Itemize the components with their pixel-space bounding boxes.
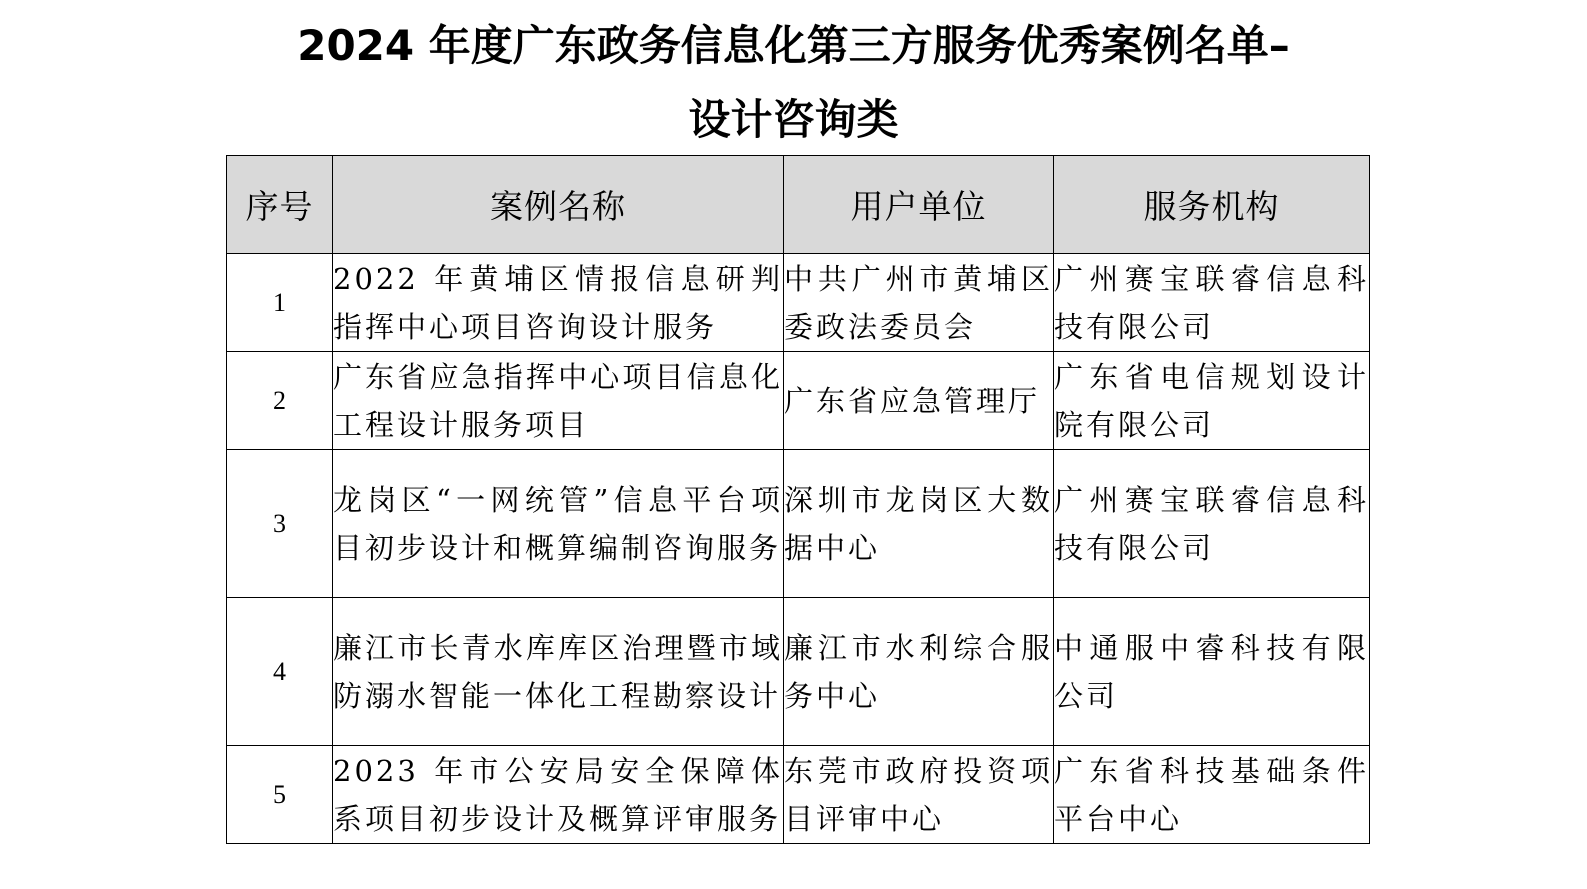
cell-case-name: 广东省应急指挥中心项目信息化工程设计服务项目: [333, 352, 784, 450]
cell-service-provider: 广州赛宝联睿信息科技有限公司: [1054, 450, 1370, 598]
cell-serial-number: 2: [227, 352, 333, 450]
table-row: [227, 352, 1370, 450]
cell-service-provider: 广东省科技基础条件平台中心: [1054, 746, 1370, 844]
cell-service-provider: 广州赛宝联睿信息科技有限公司: [1054, 254, 1370, 352]
cell-user-unit: 深圳市龙岗区大数据中心: [784, 450, 1054, 598]
cell-case-name: 龙岗区“一网统管”信息平台项目初步设计和概算编制咨询服务: [333, 450, 784, 598]
table-row: [227, 254, 1370, 352]
header-service-provider: 服务机构: [1054, 156, 1370, 254]
table-row: [227, 450, 1370, 598]
cell-user-unit: 广东省应急管理厅: [784, 352, 1054, 450]
cell-serial-number: 3: [227, 450, 333, 598]
document-title-line-1: 2024 年度广东政务信息化第三方服务优秀案例名单–: [297, 21, 1290, 70]
cell-user-unit: 廉江市水利综合服务中心: [784, 598, 1054, 746]
cell-user-unit: 东莞市政府投资项目评审中心: [784, 746, 1054, 844]
case-table: [226, 155, 1370, 844]
cell-service-provider: 广东省电信规划设计院有限公司: [1054, 352, 1370, 450]
cell-serial-number: 4: [227, 598, 333, 746]
header-user-unit: 用户单位: [784, 156, 1054, 254]
cell-case-name: 廉江市长青水库库区治理暨市域防溺水智能一体化工程勘察设计: [333, 598, 784, 746]
cell-user-unit: 中共广州市黄埔区委政法委员会: [784, 254, 1054, 352]
header-case-name: 案例名称: [333, 156, 784, 254]
table-row: [227, 598, 1370, 746]
document-title-line-2: 设计咨询类: [688, 95, 899, 144]
cell-serial-number: 1: [227, 254, 333, 352]
cell-case-name: 2023 年市公安局安全保障体系项目初步设计及概算评审服务: [333, 746, 784, 844]
cell-service-provider: 中通服中睿科技有限公司: [1054, 598, 1370, 746]
cell-serial-number: 5: [227, 746, 333, 844]
header-serial-number: 序号: [227, 156, 333, 254]
table-row: [227, 746, 1370, 844]
table-header-row: [227, 156, 1370, 254]
cell-case-name: 2022 年黄埔区情报信息研判指挥中心项目咨询设计服务: [333, 254, 784, 352]
